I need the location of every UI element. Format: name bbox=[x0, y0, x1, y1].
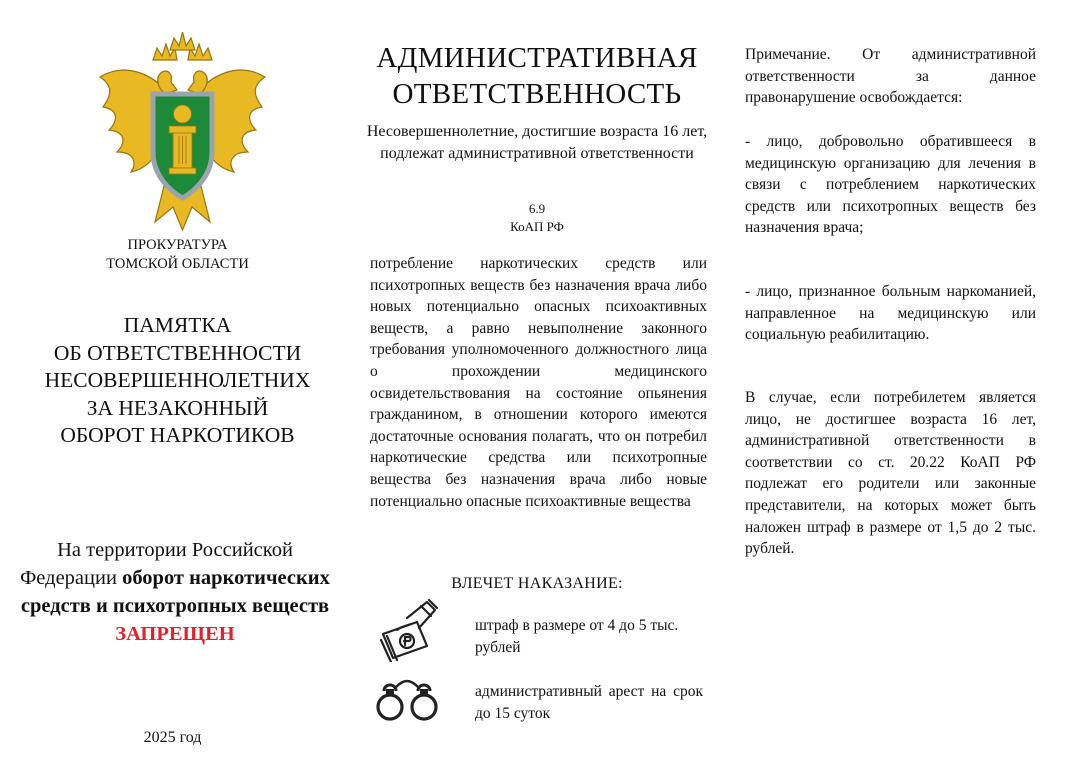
org-line-1: ПРОКУРАТУРА bbox=[127, 237, 228, 253]
territory-normal-text: На территории Российской Федерации bbox=[20, 539, 293, 589]
organization-name bbox=[0, 236, 355, 274]
penalty-arrest-text: административный арест на срок до 15 суток bbox=[475, 683, 703, 722]
middle-panel bbox=[362, 0, 712, 766]
territory-statement bbox=[20, 536, 330, 648]
right-panel bbox=[745, 0, 1037, 766]
memo-line: НЕСОВЕРШЕННОЛЕТНИХ bbox=[44, 368, 311, 392]
year-label: 2025 год bbox=[143, 729, 202, 746]
section-title bbox=[362, 40, 712, 112]
note-exemption-2: - лицо, признанное больным наркоманией, направленное на медицинскую или социальную реабилитацию. bbox=[745, 283, 1036, 344]
penalty-fine-text: штраф в размере от 4 до 5 тыс. рублей bbox=[475, 617, 679, 656]
org-line-2: ТОМСКОЙ ОБЛАСТИ bbox=[106, 256, 249, 272]
territory-bold-text: оборот наркотических средств и психотропных веществ bbox=[20, 567, 330, 617]
memo-line: ОБОРОТ НАРКОТИКОВ bbox=[60, 423, 295, 447]
title-line: ОТВЕТСТВЕННОСТЬ bbox=[392, 78, 682, 110]
title-line: АДМИНИСТРАТИВНАЯ bbox=[376, 42, 698, 74]
penalty-heading: ВЛЕЧЕТ НАКАЗАНИЕ: bbox=[451, 575, 623, 592]
article-reference bbox=[362, 200, 712, 236]
article-number: 6.9 bbox=[528, 201, 546, 216]
offense-description: потребление наркотических средств или психотропных веществ без назначения врача либо новых потенциально опасных психоактивных веществ, а равно невыполнение законного требования уполномоченного должностного лица о прохождении медицинского освидетельствования на состояние опьянения гражданином, в отношении которого имеются достаточные основания полагать, что он потребил наркотические средства или психотропные вещества без назначения врача либо новые потенциально опасные психоактивные вещества bbox=[370, 255, 707, 510]
prohibited-label: ЗАПРЕЩЕН bbox=[115, 623, 235, 645]
handcuffs-icon bbox=[374, 675, 440, 725]
note-parent-liability: В случае, если потребилетем является лицо, не достигшее возраста 16 лет, административной ответственности в соответствии со ст. 20.22 КоАП РФ подлежат его родители или законные представители, на которых может быть наложен штраф в размере от 1,5 до 2 тыс. рублей. bbox=[745, 389, 1036, 558]
memo-line: ЗА НЕЗАКОННЫЙ bbox=[86, 395, 269, 420]
left-panel bbox=[0, 0, 355, 766]
section-subtitle: Несовершеннолетние, достигшие возраста 16 лет, подлежат административной ответственности bbox=[366, 123, 708, 162]
fine-money-icon bbox=[377, 596, 443, 662]
memo-line: ОБ ОТВЕТСТВЕННОСТИ bbox=[53, 340, 302, 365]
memo-title bbox=[0, 312, 355, 450]
note-intro: Примечание. От административной ответственности за данное правонарушение освобождается: bbox=[745, 46, 1036, 107]
prosecutor-emblem-icon bbox=[95, 32, 270, 232]
memo-line: ПАМЯТКА bbox=[123, 313, 232, 337]
note-exemption-1: - лицо, добровольно обратившееся в медицинскую организацию для лечения в связи с потреблением наркотических средств или психотропных веществ без назначения врача; bbox=[745, 133, 1036, 237]
article-code: КоАП РФ bbox=[510, 219, 564, 234]
